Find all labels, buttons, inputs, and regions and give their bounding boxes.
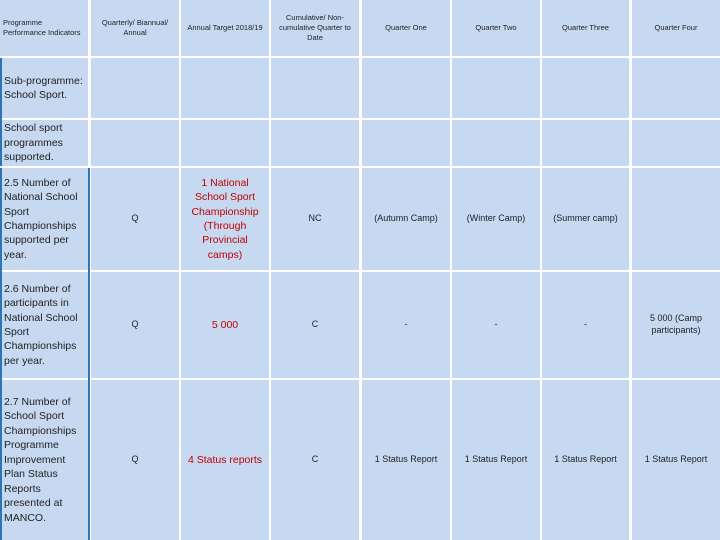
quarter-four-value: 1 Status Report bbox=[632, 380, 720, 540]
annual-target-value: 5 000 bbox=[181, 272, 269, 378]
header-quarter-four: Quarter Four bbox=[632, 0, 720, 56]
empty-cell bbox=[542, 58, 629, 118]
empty-cell bbox=[91, 58, 179, 118]
column-edge bbox=[88, 168, 90, 540]
empty-cell bbox=[542, 120, 629, 166]
cumulative-value: C bbox=[271, 272, 359, 378]
quarter-one-value: (Autumn Camp) bbox=[362, 168, 450, 270]
empty-cell bbox=[181, 120, 269, 166]
annual-target-value: 1 National School Sport Championship (Through Provincial camps) bbox=[181, 168, 269, 270]
empty-cell bbox=[271, 120, 359, 166]
indicator-2-7: 2.7 Number of School Sport Championships Programme Improvement Plan Status Reports presented at MANCO. bbox=[0, 380, 88, 540]
quarter-two-value: (Winter Camp) bbox=[452, 168, 540, 270]
frequency-value: Q bbox=[91, 380, 179, 540]
quarter-two-value: 1 Status Report bbox=[452, 380, 540, 540]
indicator-2-5: 2.5 Number of National School Sport Championships supported per year. bbox=[0, 168, 88, 270]
quarter-four-value bbox=[632, 168, 720, 270]
column-edge bbox=[0, 58, 2, 166]
header-indicator: Programme Performance Indicators bbox=[0, 0, 88, 56]
cumulative-value: C bbox=[271, 380, 359, 540]
quarter-three-value: - bbox=[542, 272, 629, 378]
header-quarter-one: Quarter One bbox=[362, 0, 450, 56]
indicator-2-6: 2.6 Number of participants in National School Sport Championships per year. bbox=[0, 272, 88, 378]
header-quarter-three: Quarter Three bbox=[542, 0, 629, 56]
header-quarter-two: Quarter Two bbox=[452, 0, 540, 56]
empty-cell bbox=[271, 58, 359, 118]
quarter-four-value: 5 000 (Camp participants) bbox=[632, 272, 720, 378]
empty-cell bbox=[452, 58, 540, 118]
empty-cell bbox=[632, 120, 720, 166]
quarter-three-value: 1 Status Report bbox=[542, 380, 629, 540]
empty-cell bbox=[362, 58, 450, 118]
programme-group-label: School sport programmes supported. bbox=[0, 120, 88, 166]
frequency-value: Q bbox=[91, 272, 179, 378]
empty-cell bbox=[632, 58, 720, 118]
quarter-one-value: - bbox=[362, 272, 450, 378]
header-frequency: Quarterly/ Biannual/ Annual bbox=[91, 0, 179, 56]
column-edge bbox=[0, 168, 2, 540]
cumulative-value: NC bbox=[271, 168, 359, 270]
header-cumulative: Cumulative/ Non-cumulative Quarter to Date bbox=[271, 0, 359, 56]
empty-cell bbox=[181, 58, 269, 118]
quarter-two-value: - bbox=[452, 272, 540, 378]
quarter-three-value: (Summer camp) bbox=[542, 168, 629, 270]
annual-target-value: 4 Status reports bbox=[181, 380, 269, 540]
empty-cell bbox=[91, 120, 179, 166]
header-annual-target: Annual Target 2018/19 bbox=[181, 0, 269, 56]
empty-cell bbox=[452, 120, 540, 166]
subprogramme-label: Sub-programme: School Sport. bbox=[0, 58, 88, 118]
empty-cell bbox=[362, 120, 450, 166]
frequency-value: Q bbox=[91, 168, 179, 270]
quarter-one-value: 1 Status Report bbox=[362, 380, 450, 540]
